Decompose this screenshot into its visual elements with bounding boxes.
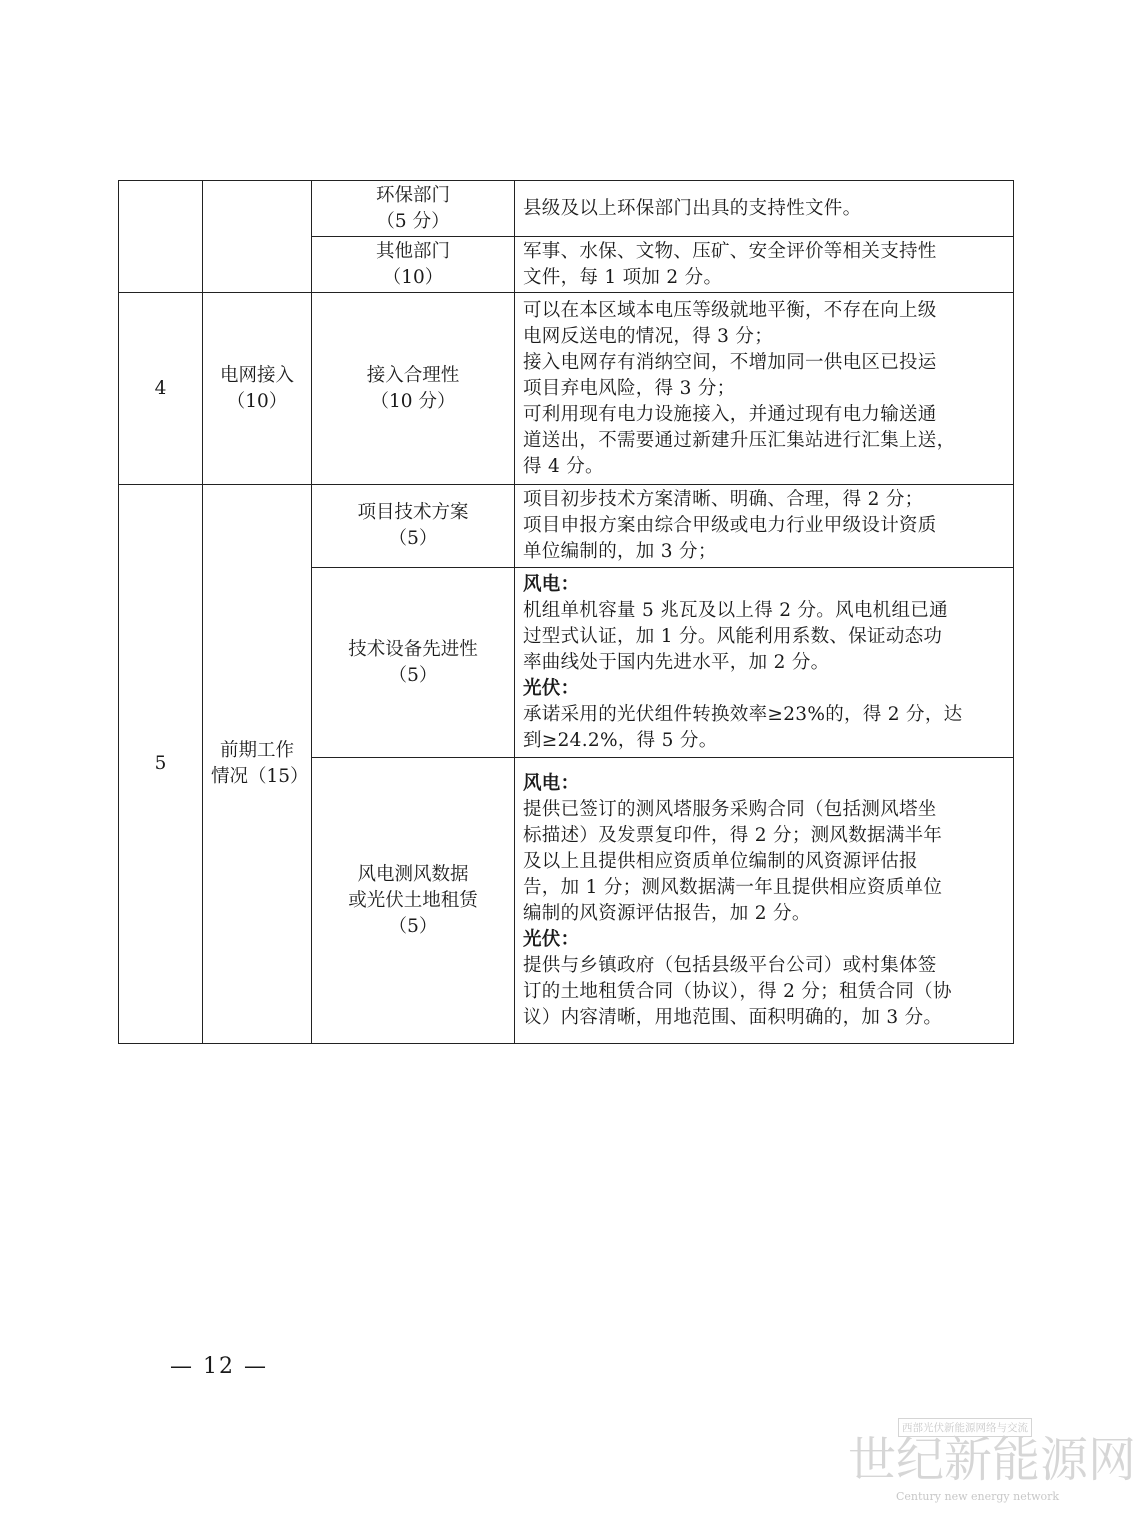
description-line: 单位编制的，加 3 分；	[523, 541, 717, 562]
description-heading: 光伏：	[523, 928, 580, 950]
subitem-line: 风电测风数据	[357, 863, 469, 885]
page-number: — 12 —	[170, 1354, 268, 1379]
description-line: 项目弃电风险，得 3 分；	[523, 377, 736, 399]
description-heading: 风电：	[523, 772, 580, 794]
description-cell	[515, 181, 1014, 237]
category-line: 情况（15）	[211, 766, 309, 787]
description-cell	[515, 237, 1014, 293]
table-row	[119, 293, 1014, 485]
table-row	[119, 485, 1014, 568]
table-row	[119, 181, 1014, 237]
description-heading: 风电：	[523, 573, 580, 595]
subitem-cell	[312, 568, 515, 758]
subitem-line: （5）	[388, 664, 438, 686]
description-line: 接入电网存有消纳空间，不增加同一供电区已投运	[523, 351, 937, 373]
subitem-line: （5）	[388, 915, 438, 937]
category-line: 前期工作	[219, 740, 294, 761]
description-line: 项目初步技术方案清晰、明确、合理，得 2 分；	[523, 489, 924, 510]
category-cell	[203, 293, 312, 485]
subitem-line: 接入合理性	[366, 364, 460, 386]
subitem-cell	[312, 758, 515, 1044]
subitem-line: 环保部门	[375, 184, 450, 206]
description-line: 议）内容清晰，用地范围、面积明确的，加 3 分。	[523, 1006, 943, 1028]
row-number-cell	[119, 181, 203, 293]
description-line: 订的土地租赁合同（协议），得 2 分；租赁合同（协	[523, 980, 952, 1002]
description-line: 编制的风资源评估报告，加 2 分。	[523, 902, 811, 924]
subitem-line: 技术设备先进性	[348, 638, 478, 660]
category-cell	[203, 485, 312, 1044]
description-line: 道送出，不需要通过新建升压汇集站进行汇集上送，	[523, 429, 956, 451]
subitem-line: 其他部门	[375, 240, 450, 262]
description-line: 可以在本区域本电压等级就地平衡，不存在向上级	[523, 299, 937, 321]
watermark-small-text: 西部光伏新能源网络与交流	[898, 1418, 1032, 1437]
description-line: 机组单机容量 5 兆瓦及以上得 2 分。风电机组已通	[523, 599, 948, 621]
subitem-line: （10 分）	[370, 390, 456, 412]
description-line: 提供已签订的测风塔服务采购合同（包括测风塔坐	[523, 798, 937, 820]
subitem-line: （5）	[388, 528, 438, 549]
watermark-title: 世纪新能源网	[848, 1432, 1136, 1488]
subitem-line: （10）	[382, 266, 444, 288]
description-line: 过型式认证，加 1 分。风能利用系数、保证动态功	[523, 625, 943, 647]
description-cell	[515, 568, 1014, 758]
category-cell	[203, 181, 312, 293]
description-line: 标描述）及发票复印件，得 2 分；测风数据满半年	[523, 824, 943, 846]
description-line: 可利用现有电力设施接入，并通过现有电力输送通	[523, 403, 937, 425]
description-line: 及以上且提供相应资质单位编制的风资源评估报	[523, 850, 918, 872]
description-line: 到≥24.2%，得 5 分。	[523, 729, 718, 751]
subitem-cell	[312, 237, 515, 293]
category-line: （10）	[226, 390, 288, 412]
row-number-cell: 4	[119, 293, 203, 485]
description-line: 提供与乡镇政府（包括县级平台公司）或村集体签	[523, 954, 937, 976]
subitem-line: 项目技术方案	[357, 502, 469, 523]
description-line: 承诺采用的光伏组件转换效率≥23%的，得 2 分，达	[523, 703, 963, 725]
description-line: 军事、水保、文物、压矿、安全评价等相关支持性	[523, 240, 937, 262]
description-line: 告，加 1 分；测风数据满一年且提供相应资质单位	[523, 876, 943, 898]
description-line: 县级及以上环保部门出具的支持性文件。	[523, 197, 862, 219]
subitem-cell	[312, 181, 515, 237]
description-heading: 光伏：	[523, 677, 580, 699]
description-cell	[515, 485, 1014, 568]
watermark-english: Century new energy network	[896, 1490, 1060, 1503]
description-cell	[515, 293, 1014, 485]
description-line: 得 4 分。	[523, 455, 604, 477]
subitem-line: 或光伏土地租赁	[348, 889, 478, 911]
subitem-line: （5 分）	[376, 210, 450, 232]
description-line: 率曲线处于国内先进水平，加 2 分。	[523, 651, 830, 673]
description-line: 文件，每 1 项加 2 分。	[523, 266, 723, 288]
category-line: 电网接入	[219, 364, 294, 386]
row-number-cell: 5	[119, 485, 203, 1044]
subitem-cell	[312, 485, 515, 568]
description-cell	[515, 758, 1014, 1044]
scoring-table	[118, 180, 1014, 1044]
watermark-logo	[848, 1418, 1136, 1518]
subitem-cell	[312, 293, 515, 485]
description-line: 电网反送电的情况，得 3 分；	[523, 325, 774, 347]
description-line: 项目申报方案由综合甲级或电力行业甲级设计资质	[523, 515, 937, 536]
